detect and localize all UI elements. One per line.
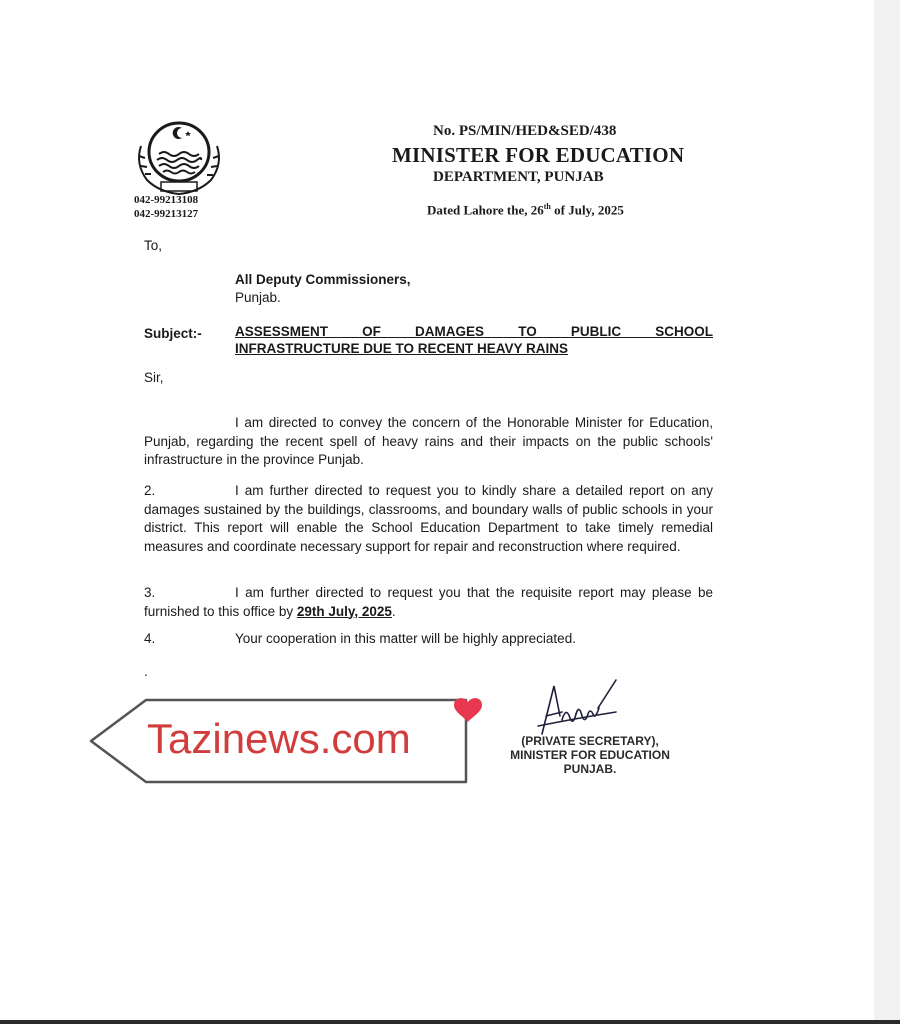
letter-date <box>427 202 624 218</box>
phone-number-2: 042-99213127 <box>134 208 199 220</box>
paragraph-3-text: I am further directed to request you that the requisite report may please be furnished to this office by <box>144 585 713 619</box>
paragraph-3-end: . <box>391 603 396 619</box>
phone-numbers <box>134 193 198 221</box>
paragraph-2-text: I am further directed to request you to kindly share a detailed report on any damages sustained by the buildings, classrooms, and boundary walls of public schools in your district. This report will enable the School Education Department to take timely remedial measures and coordinate necessary support for repair and reconstruction where required. <box>144 483 713 554</box>
deadline-date: 29th July, 2025 <box>296 603 392 619</box>
paragraph-4-number: 4. <box>144 631 156 646</box>
recipient-line-2: Punjab. <box>235 290 281 305</box>
right-gray-strip <box>874 0 900 1024</box>
punjab-seal-icon <box>133 116 225 196</box>
paragraph-4-text: Your cooperation in this matter will be highly appreciated. <box>235 631 576 646</box>
date-suffix: of July, 2025 <box>550 202 624 218</box>
paragraph-4 <box>144 630 713 649</box>
date-prefix: Dated Lahore the, 26 <box>427 202 544 218</box>
paragraph-3 <box>144 584 713 621</box>
recipient-line-1: All Deputy Commissioners, <box>235 272 411 287</box>
paragraph-2 <box>144 482 713 556</box>
watermark-text: Tazinews.com <box>147 715 411 762</box>
salutation: Sir, <box>144 370 164 385</box>
bottom-border <box>0 1020 900 1024</box>
signatory-province: PUNJAB. <box>563 762 617 776</box>
department-subtitle: DEPARTMENT, PUNJAB <box>433 169 604 185</box>
paragraph-1: I am directed to convey the concern of the Honorable Minister for Education, Punjab, regarding the recent spell of heavy rains and their impacts on the public schools' infrastructure in the province Punjab. <box>144 415 713 467</box>
reference-number: No. PS/MIN/HED&SED/438 <box>433 123 617 139</box>
stray-dot: . <box>144 664 148 679</box>
department-title: MINISTER FOR EDUCATION <box>392 143 685 167</box>
signatory-office: MINISTER FOR EDUCATION <box>510 748 670 762</box>
handwritten-signature <box>520 676 630 740</box>
paragraph-2-number: 2. <box>144 483 156 498</box>
subject-line-2: INFRASTRUCTURE DUE TO RECENT HEAVY RAINS <box>235 341 569 356</box>
signature-block <box>497 734 683 776</box>
paragraph-3-number: 3. <box>144 585 156 600</box>
to-line: To, <box>144 238 163 253</box>
signatory-title: (PRIVATE SECRETARY), <box>521 734 659 748</box>
subject-label: Subject:- <box>144 326 202 341</box>
date-superscript: th <box>543 202 551 211</box>
subject-line-1: ASSESSMENT OF DAMAGES TO PUBLIC SCHOOL <box>235 324 713 339</box>
phone-number-1: 042-99213108 <box>134 194 199 206</box>
